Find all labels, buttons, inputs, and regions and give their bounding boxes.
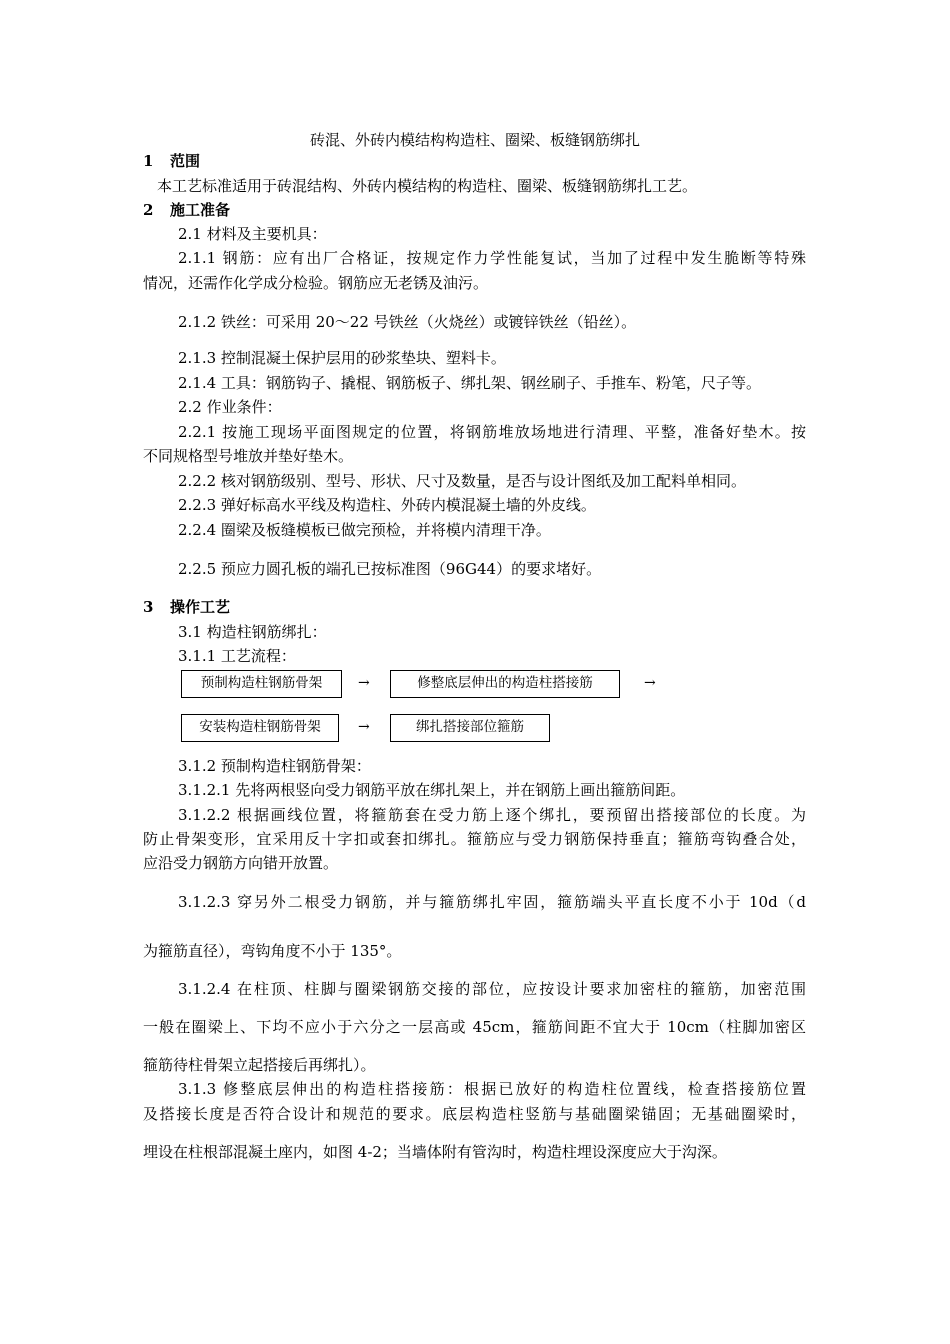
para-3-1-2-3-line2: 为箍筋直径），弯钩角度不小于 135°。 — [143, 942, 402, 960]
flow-step-install: 安装构造柱钢筋骨架 — [181, 714, 339, 742]
para-2-1: 2.1 材料及主要机具： — [178, 225, 327, 243]
para-3-1-2-2-line1: 3.1.2.2 根据画线位置，将箍筋套在受力筋上逐个绑扎，要预留出搭接部位的长度。为 — [178, 806, 806, 824]
para-2-2-3: 2.2.3 弹好标高水平线及构造柱、外砖内模混凝土墙的外皮线。 — [178, 496, 596, 514]
para-3-1-2-3-line1: 3.1.2.3 穿另外二根受力钢筋，并与箍筋绑扎牢固，箍筋端头平直长度不小于 10d（d — [178, 893, 806, 911]
para-3-1-2: 3.1.2 预制构造柱钢筋骨架： — [178, 757, 371, 775]
section-1-text: 本工艺标准适用于砖混结构、外砖内模结构的构造柱、圈梁、板缝钢筋绑扎工艺。 — [157, 177, 698, 195]
para-3-1-3-line2: 及搭接长度是否符合设计和规范的要求。底层构造柱竖筋与基础圈梁锚固；无基础圈梁时， — [143, 1105, 806, 1123]
flow-step-bind-stirrups: 绑扎搭接部位箍筋 — [390, 714, 550, 742]
para-2-2-5: 2.2.5 预应力圆孔板的端孔已按标准图（96G44）的要求堵好。 — [178, 560, 602, 578]
para-3-1-2-1: 3.1.2.1 先将两根竖向受力钢筋平放在绑扎架上，并在钢筋上画出箍筋间距。 — [178, 781, 686, 799]
para-3-1-1: 3.1.1 工艺流程： — [178, 647, 296, 665]
para-3-1: 3.1 构造柱钢筋绑扎： — [178, 623, 327, 641]
section-3-heading: 操作工艺 — [170, 598, 231, 616]
flow-step-prefabricate: 预制构造柱钢筋骨架 — [181, 670, 342, 698]
para-3-1-2-2-line2: 防止骨架变形，宜采用反十字扣或套扣绑扎。箍筋应与受力钢筋保持垂直；箍筋弯钩叠合处， — [143, 830, 806, 848]
para-2-2: 2.2 作业条件： — [178, 398, 282, 416]
para-3-1-2-4-line1: 3.1.2.4 在柱顶、柱脚与圈梁钢筋交接的部位，应按设计要求加密柱的箍筋，加密范围 — [178, 980, 806, 998]
flow-arrow-3: → — [358, 719, 370, 735]
section-1-heading: 范围 — [170, 152, 201, 170]
para-2-2-1-line2: 不同规格型号堆放并垫好垫木。 — [143, 447, 354, 465]
para-2-1-3: 2.1.3 控制混凝土保护层用的砂浆垫块、塑料卡。 — [178, 349, 506, 367]
para-3-1-2-2-line3: 应沿受力钢筋方向错开放置。 — [143, 854, 339, 872]
para-3-1-2-4-line2: 一般在圈梁上、下均不应小于六分之一层高或 45cm，箍筋间距不宜大于 10cm（柱脚加密区 — [143, 1018, 806, 1036]
flow-step-trim-lap-bars: 修整底层伸出的构造柱搭接筋 — [390, 670, 620, 698]
para-2-1-4: 2.1.4 工具：钢筋钩子、撬棍、钢筋板子、绑扎架、钢丝刷子、手推车、粉笔，尺子等。 — [178, 374, 761, 392]
para-3-1-3-line3: 埋设在柱根部混凝土座内，如图 4-2；当墙体附有管沟时，构造柱埋设深度应大于沟深。 — [143, 1143, 727, 1161]
section-2-number: 2 — [143, 201, 154, 219]
para-2-2-1-line1: 2.2.1 按施工现场平面图规定的位置，将钢筋堆放场地进行清理、平整，准备好垫木。按 — [178, 423, 806, 441]
para-3-1-3-line1: 3.1.3 修整底层伸出的构造柱搭接筋：根据已放好的构造柱位置线，检查搭接筋位置 — [178, 1080, 806, 1098]
para-2-1-2: 2.1.2 铁丝：可采用 20～22 号铁丝（火烧丝）或镀锌铁丝（铅丝）。 — [178, 313, 637, 331]
flow-arrow-1: → — [358, 675, 370, 691]
section-3-number: 3 — [143, 598, 154, 616]
para-2-2-2: 2.2.2 核对钢筋级别、型号、形状、尺寸及数量，是否与设计图纸及加工配料单相同。 — [178, 472, 746, 490]
para-3-1-2-4-line3: 箍筋待柱骨架立起搭接后再绑扎）。 — [143, 1056, 376, 1074]
para-2-1-1-line2: 情况，还需作化学成分检验。钢筋应无老锈及油污。 — [143, 274, 489, 292]
section-2-heading: 施工准备 — [170, 201, 231, 219]
flow-arrow-2: → — [644, 675, 656, 691]
para-2-2-4: 2.2.4 圈梁及板缝模板已做完预检，并将模内清理干净。 — [178, 521, 551, 539]
document-title: 砖混、外砖内模结构构造柱、圈梁、板缝钢筋绑扎 — [309, 131, 640, 149]
para-2-1-1-line1: 2.1.1 钢筋：应有出厂合格证，按规定作力学性能复试，当加了过程中发生脆断等特殊 — [178, 249, 806, 267]
section-1-number: 1 — [143, 152, 154, 170]
